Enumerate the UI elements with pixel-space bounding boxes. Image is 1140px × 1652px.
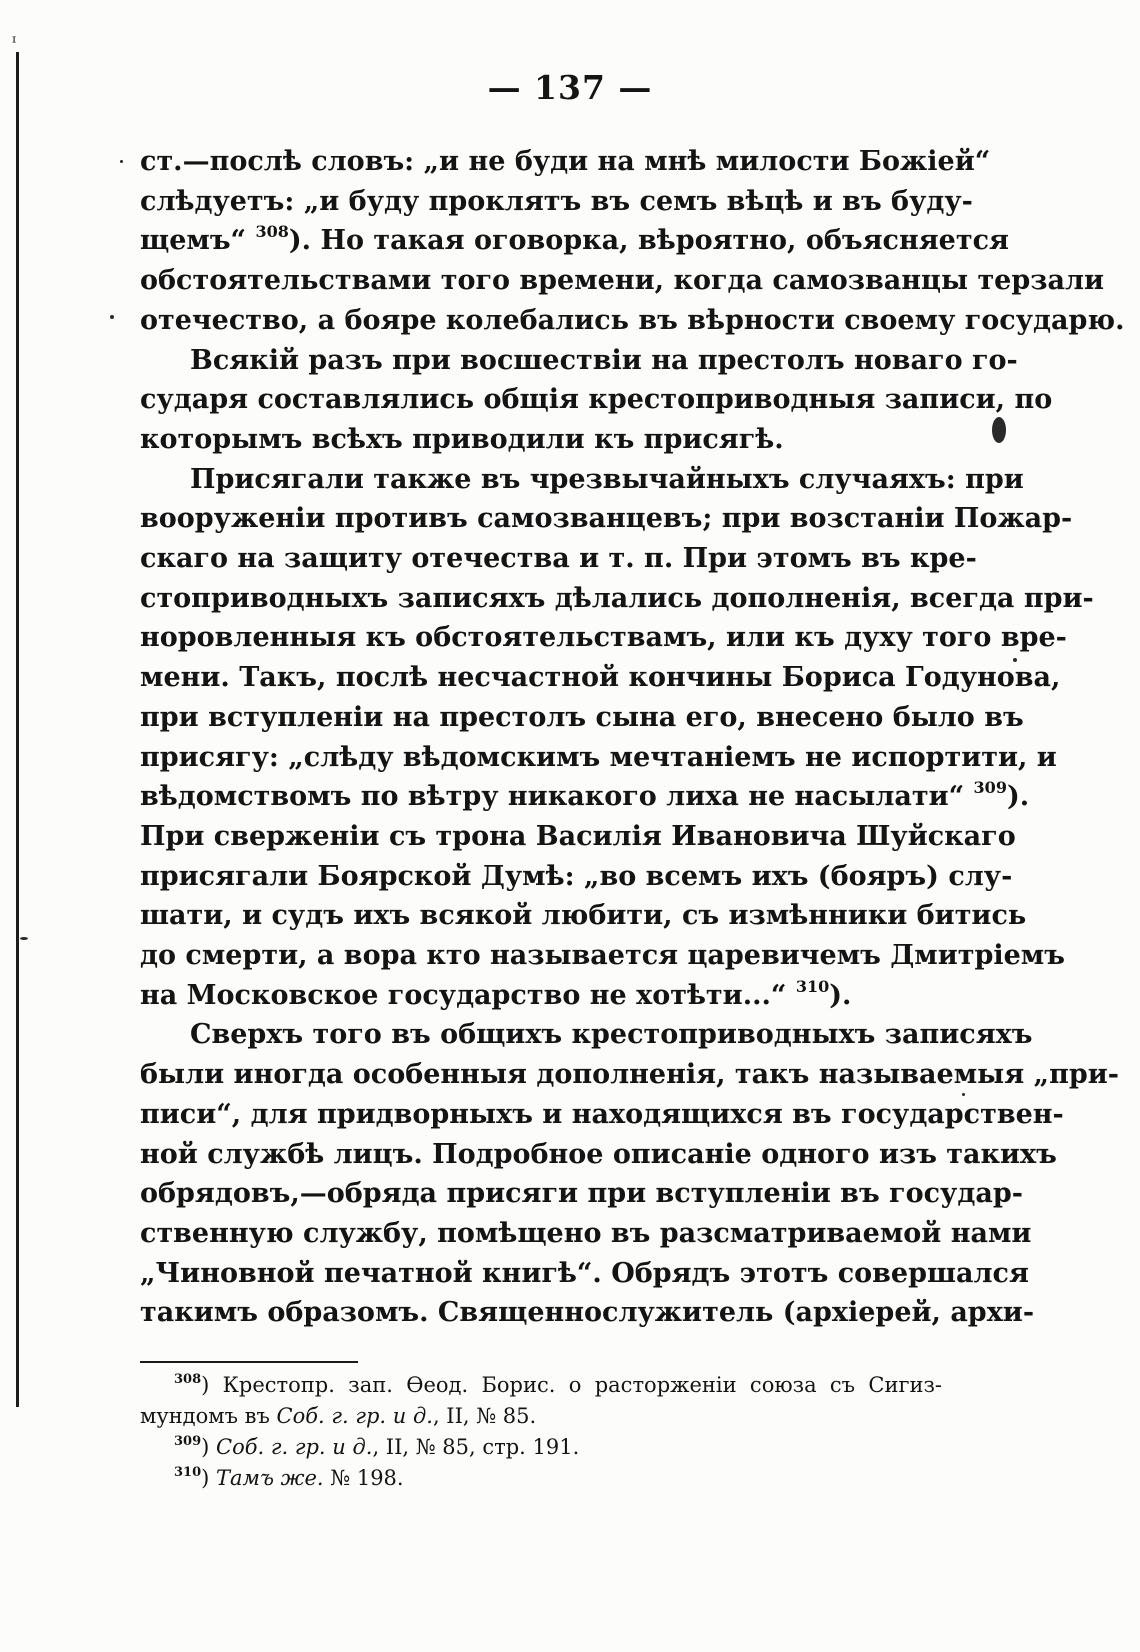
text-line: Всякій разъ при восшествіи на престолъ новаго го- (190, 344, 1018, 376)
text-line: присягали Боярской Думѣ: „во всемъ ихъ (бояръ) слу- (140, 860, 1013, 892)
text-line: обстоятельствами того времени, когда самозванцы терзали (140, 265, 1105, 297)
text-line (140, 777, 1030, 817)
text-line: стоприводныхъ записяхъ дѣлались дополненія, всегда при- (140, 582, 1094, 614)
text-line: обрядовъ,—обряда присяги при вступленіи въ государ- (140, 1178, 1023, 1210)
footnote-source: Соб. г. гр. и д. (216, 1435, 373, 1459)
page-speck (110, 315, 114, 319)
text-line: писи“, для придворныхъ и находящихся въ государствен- (140, 1098, 1064, 1130)
footnote-mark: 308 (174, 1372, 202, 1387)
text-line: сударя составлялись общія крестоприводныя записи, по (140, 384, 1053, 416)
footnote-text: ) (201, 1435, 217, 1459)
footnote-308 (140, 1370, 942, 1401)
page-speck (120, 160, 123, 163)
page-number: — 137 — (487, 68, 653, 107)
text-fragment: ). (1006, 781, 1030, 813)
footnote-source: Соб. г. гр. и д. (276, 1404, 433, 1428)
text-line: Присягали также въ чрезвычайныхъ случаяхъ: при (190, 463, 1024, 495)
text-line: которымъ всѣхъ приводили къ присягѣ. (140, 423, 784, 455)
binding-edge-mark: ᶦ (12, 30, 17, 54)
footnote-310 (140, 1463, 942, 1494)
footnote-309 (140, 1432, 942, 1463)
footnote-ref: 310 (795, 976, 830, 996)
footnote-divider (140, 1361, 358, 1363)
text-line: ственную службу, помѣщено въ разсматриваемой нами (140, 1217, 1032, 1249)
text-line: шати, и судъ ихъ всякой любити, съ измѣнники битись (140, 900, 1027, 932)
footnote-text: , II, № 85. (432, 1404, 537, 1428)
text-line: при вступленіи на престолъ сына его, внесено было въ (140, 701, 1024, 733)
text-line: скаго на защиту отечества и т. п. При этомъ въ кре- (140, 543, 977, 575)
footnote-text: , II, № 85, стр. 191. (372, 1435, 580, 1459)
text-fragment: ). Но такая оговорка, вѣроятно, объясняется (288, 225, 1009, 257)
text-fragment: щемъ“ (140, 225, 247, 257)
text-line: Сверхъ того въ общихъ крестоприводныхъ записяхъ (190, 1019, 1033, 1051)
text-line: ной службѣ лицъ. Подробное описаніе одного изъ такихъ (140, 1138, 1057, 1170)
text-line (140, 221, 1009, 261)
footnote-text: № 198. (323, 1466, 404, 1490)
footnote-source: Тамъ же. (216, 1466, 324, 1490)
main-text (140, 142, 1125, 1333)
text-line: мени. Такъ, послѣ несчастной кончины Бориса Годунова, (140, 662, 1061, 694)
footnote-ref: 308 (255, 222, 289, 242)
text-line: такимъ образомъ. Священнослужитель (архіерей, архи- (140, 1297, 1035, 1329)
text-line: присягу: „слѣду вѣдомскимъ мечтаніемъ не испортити, и (140, 741, 1057, 773)
footnote-ref: 309 (973, 778, 1007, 798)
footnotes (140, 1370, 942, 1494)
text-line (140, 976, 942, 1016)
page-speck (992, 417, 1006, 443)
text-line: При сверженіи съ трона Василія Ивановича Шуйскаго (140, 820, 1016, 852)
text-line: до смерти, а вора кто называется царевичемъ Дмитріемъ (140, 940, 1065, 972)
footnote-308-continued (140, 1401, 942, 1432)
footnote-text: мундомъ въ (140, 1404, 277, 1428)
binding-edge-line (16, 52, 19, 1407)
footnote-mark: 309 (174, 1434, 202, 1449)
text-line: норовленныя къ обстоятельствамъ, или къ духу того вре- (140, 622, 1067, 654)
page-speck (20, 937, 28, 940)
footnote-text: ) (201, 1466, 217, 1490)
text-fragment: на Московское государство не хотѣти...“ (140, 979, 787, 1011)
text-fragment (973, 778, 1030, 813)
text-line: слѣдуетъ: „и буду проклятъ въ семъ вѣцѣ и въ буду- (140, 185, 973, 217)
text-fragment: ). (829, 979, 852, 1011)
text-line: были иногда особенныя дополненія, такъ называемыя „при- (140, 1059, 1119, 1091)
text-line: вооруженіи противъ самозванцевъ; при возстаніи Пожар- (140, 503, 1073, 535)
footnote-mark: 310 (174, 1465, 202, 1480)
footnote-text: ) Крестопр. зап. Ѳеод. Борис. о расторженіи союза съ Сигиз- (201, 1373, 942, 1397)
text-line: ст.—послѣ словъ: „и не буди на мнѣ милости Божіей“ (140, 146, 991, 177)
page-speck (962, 1093, 965, 1096)
text-line: „Чиновной печатной книгѣ“. Обрядъ этотъ совершался (140, 1257, 1029, 1289)
text-line: отечество, а бояре колебались въ вѣрности своему государю. (140, 304, 1125, 336)
text-fragment: вѣдомствомъ по вѣтру никакого лиха не насылати“ (140, 781, 965, 813)
